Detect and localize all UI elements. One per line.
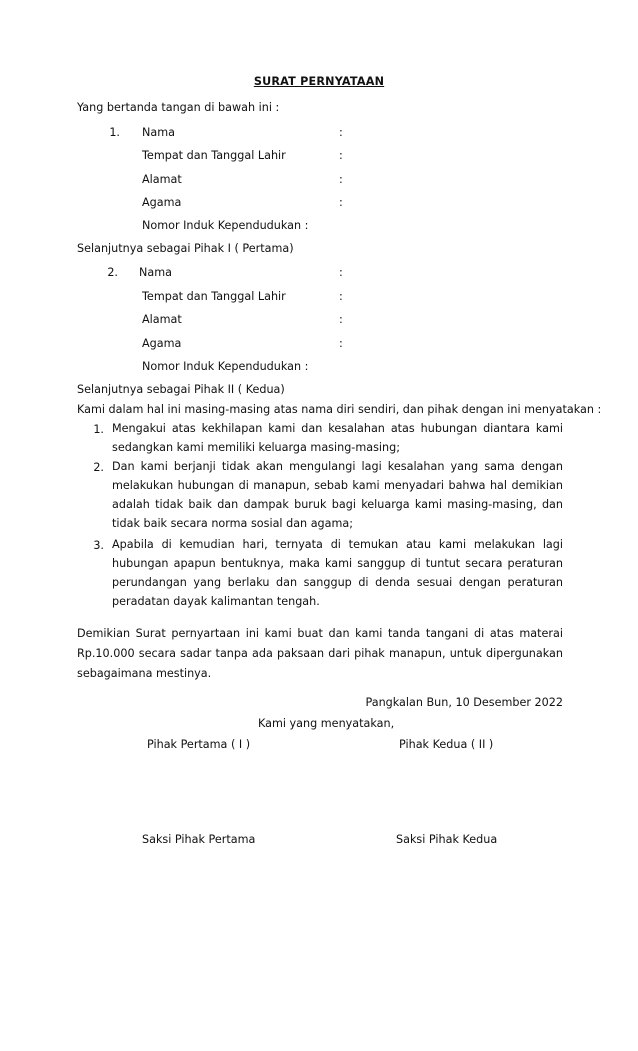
statement-number: 2.	[93, 461, 104, 474]
closing-paragraph: Demikian Surat pernyartaan ini kami buat dan kami tanda tangani di atas materai Rp.10.000 secara sadar tanpa ada paksaan dari pihak manapun, untuk dipergunakan sebagaimana mestinya.	[77, 627, 563, 680]
party2-number: 2.	[107, 266, 118, 279]
party2-field-religion: Agama	[142, 337, 182, 350]
party2-field-birth: Tempat dan Tanggal Lahir	[142, 290, 286, 303]
party1-number: 1.	[109, 126, 120, 139]
party1-field-birth: Tempat dan Tanggal Lahir	[142, 149, 286, 162]
party2-field-address: Alamat	[142, 313, 182, 326]
intro-text: Yang bertanda tangan di bawah ini :	[77, 101, 280, 114]
signatory-left: Pihak Pertama ( I )	[147, 738, 251, 751]
party2-colon-address: :	[339, 313, 343, 326]
party1-designation: Selanjutnya sebagai Pihak I ( Pertama)	[77, 242, 294, 255]
party2-colon-name: :	[339, 266, 343, 279]
party1-field-nik: Nomor Induk Kependudukan :	[142, 219, 309, 232]
witness-right: Saksi Pihak Kedua	[396, 833, 498, 846]
signatory-right: Pihak Kedua ( II )	[399, 738, 494, 751]
party1-colon-address: :	[339, 173, 343, 186]
party1-field-address: Alamat	[142, 173, 182, 186]
party1-field-name: Nama	[142, 126, 175, 139]
party2-colon-religion: :	[339, 337, 343, 350]
party1-colon-birth: :	[339, 149, 343, 162]
party2-field-name: Nama	[139, 266, 172, 279]
party2-field-nik: Nomor Induk Kependudukan :	[142, 360, 309, 373]
witness-left: Saksi Pihak Pertama	[142, 833, 256, 846]
statement-text: Mengakui atas kekhilapan kami dan kesalahan atas hubungan diantara kami sedangkan kami memiliki keluarga masing-masing;	[112, 422, 563, 454]
party2-colon-birth: :	[339, 290, 343, 303]
party2-designation: Selanjutnya sebagai Pihak II ( Kedua)	[77, 383, 285, 396]
document-title: SURAT PERNYATAAN	[253, 75, 385, 88]
place-date: Pangkalan Bun, 10 Desember 2022	[365, 696, 563, 709]
party1-colon-name: :	[339, 126, 343, 139]
statement-text: Dan kami berjanji tidak akan mengulangi lagi kesalahan yang sama dengan melakukan hubungan di manapun, sebab kami menyadari bahwa hal demikian adalah tidak baik dan dampak buruk bagi keluarga kami masing-masing, dan tidak baik secara norma sosial dan agama;	[112, 460, 563, 530]
party1-field-religion: Agama	[142, 196, 182, 209]
statement-text: Apabila di kemudian hari, ternyata di temukan atau kami melakukan lagi hubungan apapun bentuknya, maka kami sanggup di tuntut secara peraturan perundangan yang berlaku dan sanggup di denda sesuai dengan peraturan peradatan dayak kalimantan tengah.	[112, 538, 563, 608]
statement-number: 1.	[93, 423, 104, 436]
party1-colon-religion: :	[339, 196, 343, 209]
statement-number: 3.	[93, 539, 104, 552]
statement-intro: Kami dalam hal ini masing-masing atas nama diri sendiri, dan pihak dengan ini menyatakan :	[77, 403, 602, 416]
signoff-text: Kami yang menyatakan,	[258, 717, 395, 730]
